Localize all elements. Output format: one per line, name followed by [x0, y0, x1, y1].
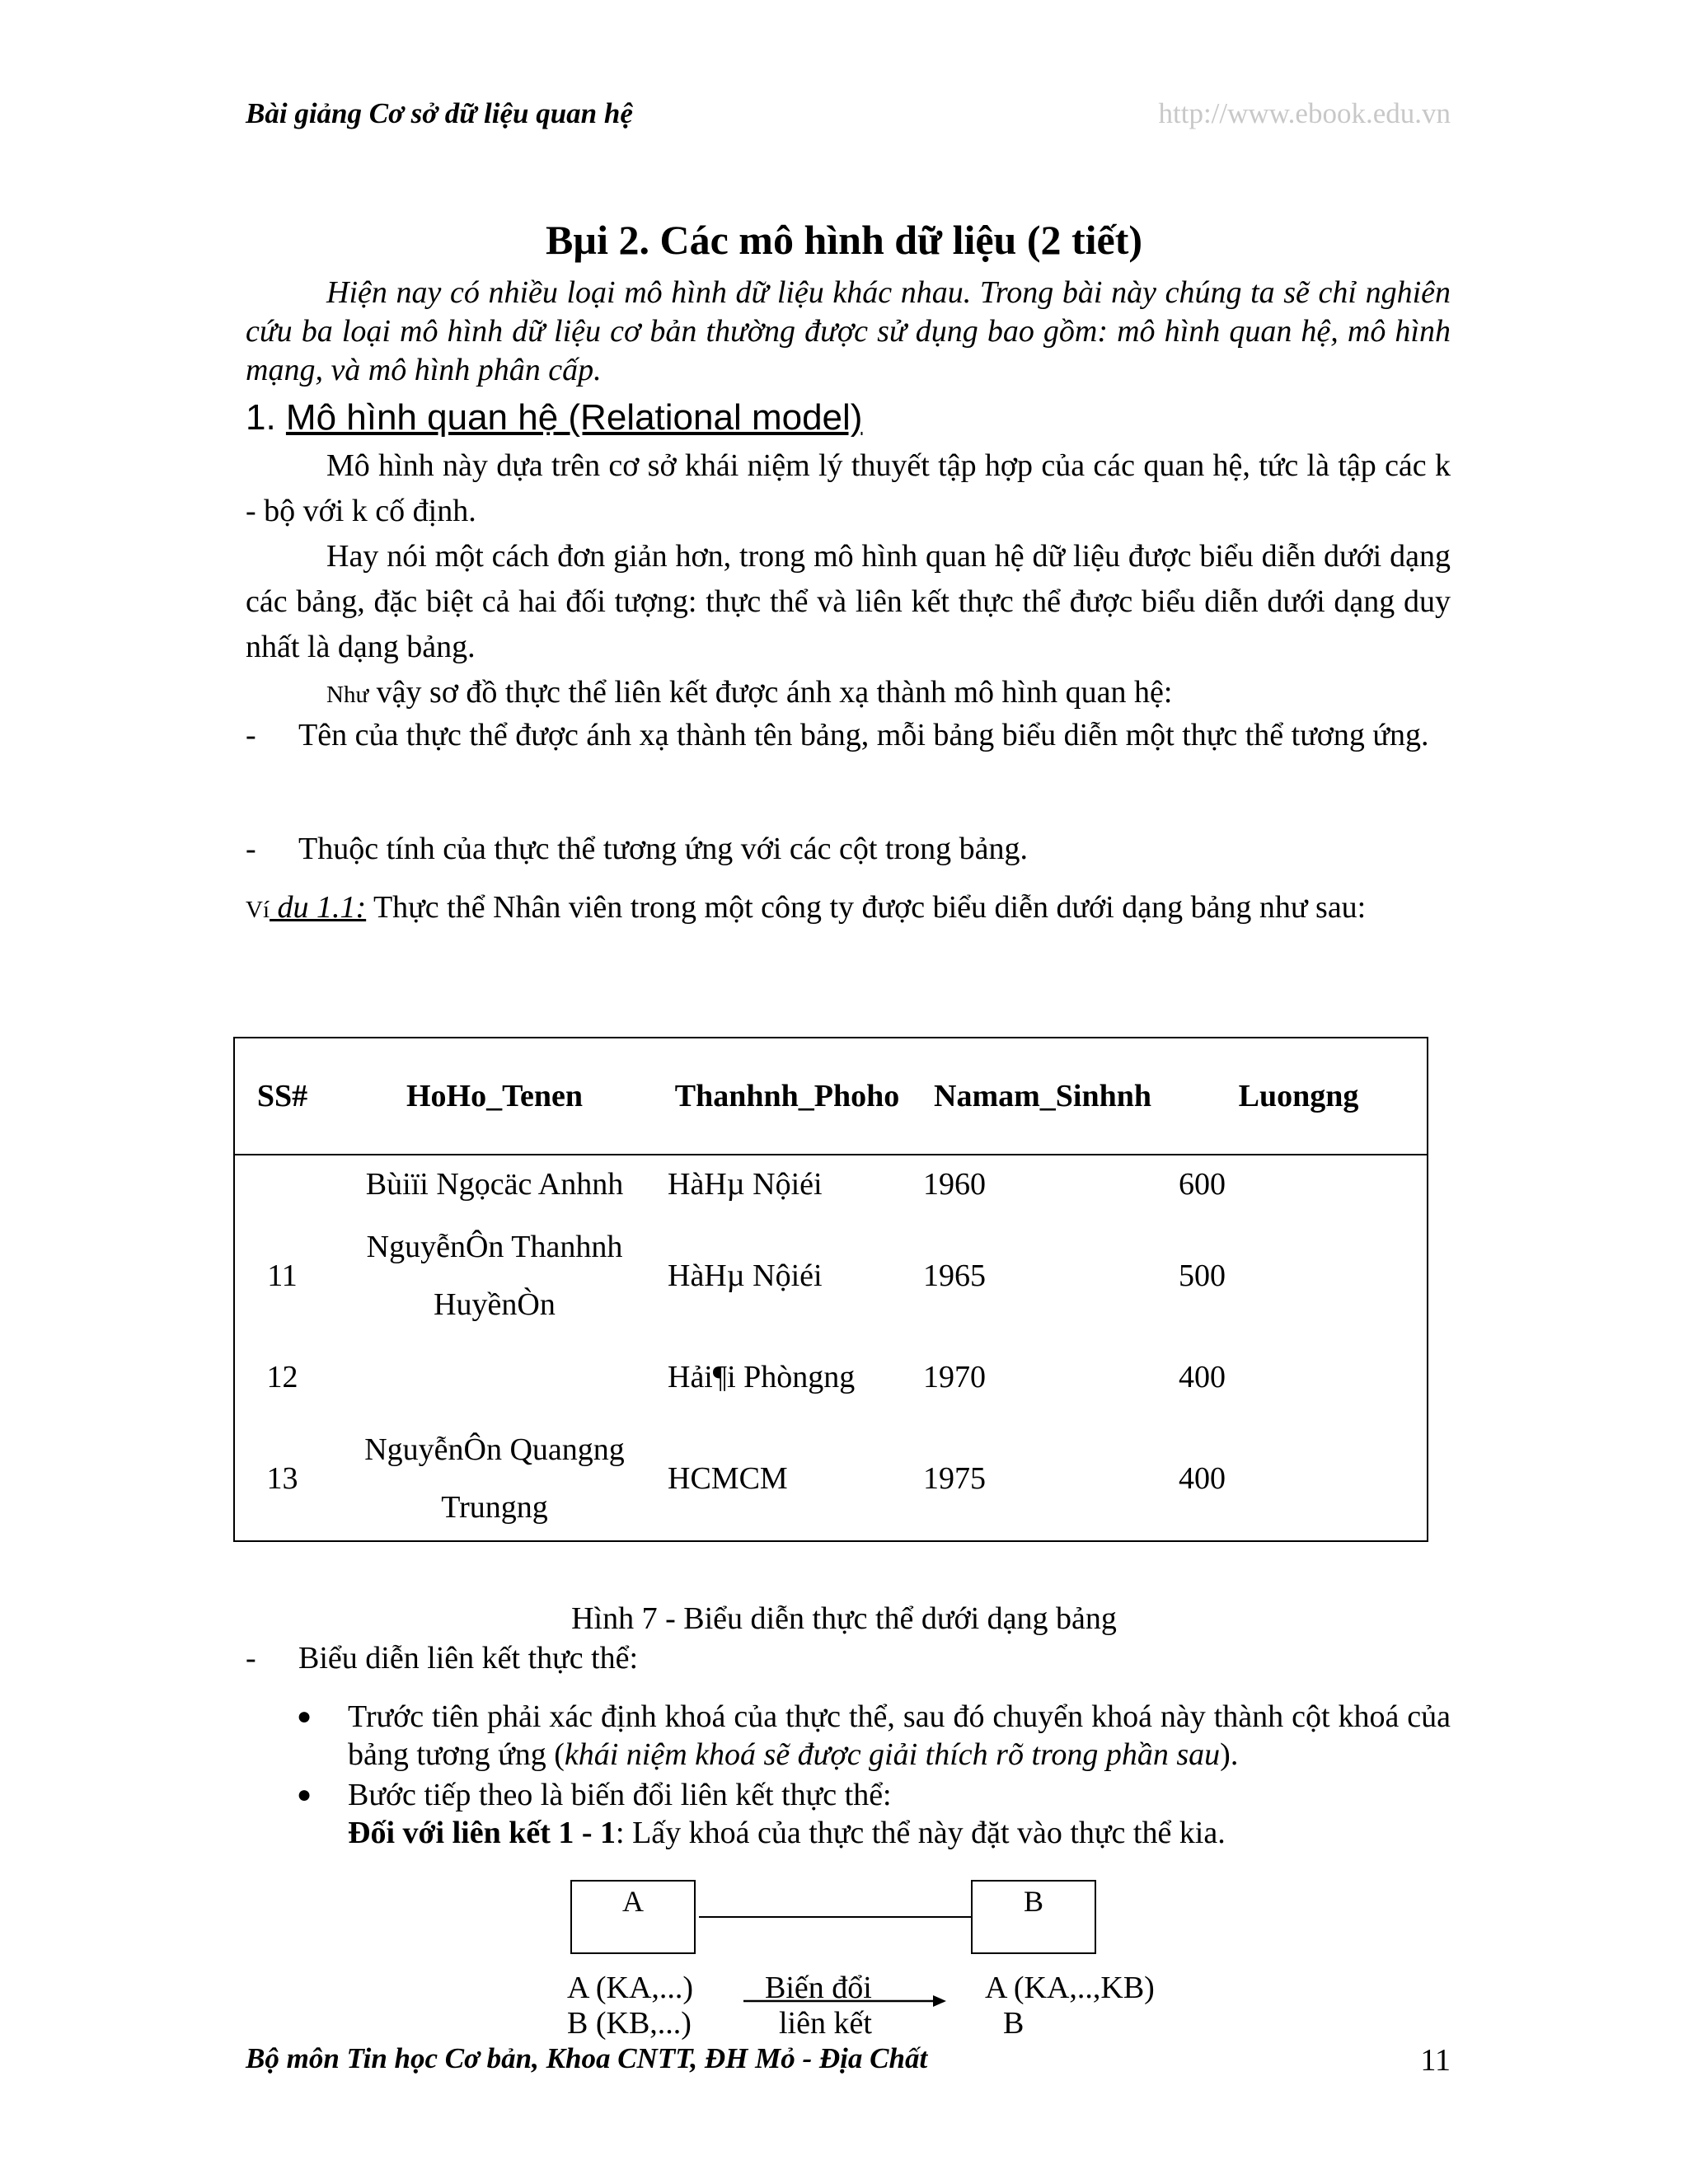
example-prefix: Ví — [246, 897, 270, 923]
dash-item-3: - Biểu diễn liên kết thực thể: — [246, 1641, 639, 1675]
table-cell: 1965 — [923, 1258, 986, 1293]
table-row — [234, 1155, 1428, 1213]
table-cell: HàHµ Nộiéi — [668, 1167, 823, 1202]
table-cell: 1960 — [923, 1167, 986, 1202]
table-cell: 400 — [1179, 1461, 1226, 1497]
diagram-right-b: B — [1003, 2006, 1025, 2041]
page-title: Bµi 2. Các mô hình dữ liệu (2 tiết) — [545, 217, 1143, 263]
intro-text: Hiện nay có nhiều loại mô hình dữ liệu khác nhau. Trong bài này chúng ta sẽ chỉ nghiên cứu ba loại mô hình dữ liệu cơ bản thường được sử dụng bao gồm: mô hình quan hệ, mô hình mạng, và mô hình phân cấp. — [246, 275, 1451, 387]
diagram-arrow-label-bottom: liên kết — [779, 2006, 872, 2041]
table-cell: Hải¶i Phòngng — [668, 1360, 856, 1395]
table-cell: 1970 — [923, 1360, 986, 1395]
example-label: du 1.1: — [270, 890, 367, 925]
section-title: Mô hình quan hệ (Relational model) — [285, 397, 863, 438]
table-cell: 12 — [266, 1360, 298, 1395]
column-header: Namam_Sinhnh — [915, 1038, 1170, 1155]
table-cell — [330, 1338, 659, 1417]
header-url: http://www.ebook.edu.vn — [1158, 97, 1451, 129]
bullet-icon: ● — [297, 1703, 312, 1730]
diagram-right-a: A (KA,..,KB) — [985, 1971, 1155, 2005]
paragraph-3-prefix: Như — [326, 682, 369, 708]
body-paragraphs — [246, 443, 1451, 718]
paragraph-1: Mô hình này dựa trên cơ sở khái niệm lý thuyết tập hợp của các quan hệ, tức là tập các k - bộ với k cố định. — [246, 448, 1451, 528]
bullet-item-2 — [297, 1776, 1451, 1852]
diagram-left-b: B (KB,...) — [567, 2006, 692, 2041]
table-row — [234, 1417, 1428, 1541]
bullet-2-bold: Đối với liên kết 1 - 1 — [348, 1816, 617, 1850]
dash-item-1: - Tên của thực thể được ánh xạ thành tên bảng, mỗi bảng biểu diễn một thực thể tương ứng. — [246, 718, 1429, 752]
column-header: SS# — [234, 1038, 330, 1155]
table-cell: NguyễnÔn Thanhnh HuyềnÒn — [366, 1229, 623, 1322]
bullet-2-rest: : Lấy khoá của thực thể này đặt vào thực thể kia. — [616, 1816, 1226, 1850]
example-line — [246, 889, 1366, 926]
bullet-1-italic: khái niệm khoá sẽ được giải thích rõ trong phần sau — [564, 1737, 1221, 1772]
bullet-item-1 — [297, 1698, 1451, 1774]
page-number: 11 — [1420, 2043, 1451, 2078]
section-number: 1. — [246, 397, 286, 438]
diagram-arrow-label-top: Biến đổi — [765, 1971, 872, 2005]
table-cell: Bùiïi Ngọcäc Anhnh — [365, 1167, 624, 1202]
example-text: Thực thể Nhân viên trong một công ty được biểu diễn dưới dạng bảng như sau: — [366, 890, 1367, 925]
bullet-2-text: Bước tiếp theo là biến đổi liên kết thực thể: — [348, 1778, 892, 1812]
entity-box-a: A — [570, 1880, 696, 1954]
table-cell: 600 — [1179, 1167, 1226, 1202]
entity-box-b: B — [971, 1880, 1096, 1954]
dash-item-3-text: Biểu diễn liên kết thực thể: — [298, 1641, 639, 1675]
bullet-1-text: Trước tiên phải xác định khoá của thực thể, sau đó chuyển khoá này thành cột khoá của bảng tương ứng ( — [348, 1699, 1451, 1772]
footer-department: Bộ môn Tin học Cơ bản, Khoa CNTT, ĐH Mỏ - Địa Chất — [246, 2042, 928, 2074]
column-header: Thanhnh_Phoho — [659, 1038, 915, 1155]
table-cell: 500 — [1179, 1258, 1226, 1293]
paragraph-3-text: vậy sơ đồ thực thể liên kết được ánh xạ thành mô hình quan hệ: — [368, 675, 1173, 710]
section-heading — [246, 397, 862, 438]
table-cell: 400 — [1179, 1360, 1226, 1395]
employee-table — [233, 1037, 1428, 1542]
table-cell: NguyễnÔn Quangng Trungng — [364, 1432, 625, 1526]
table-cell: HCMCM — [668, 1461, 788, 1497]
table-cell — [234, 1155, 330, 1213]
table-header-row — [234, 1038, 1428, 1155]
figure-caption: Hình 7 - Biểu diễn thực thể dưới dạng bảng — [571, 1601, 1117, 1636]
intro-paragraph — [246, 274, 1451, 390]
table-cell: 13 — [266, 1461, 298, 1497]
column-header: HoHo_Tenen — [330, 1038, 659, 1155]
bullet-icon: ● — [297, 1781, 312, 1808]
column-header: Luongng — [1170, 1038, 1428, 1155]
table-row — [234, 1338, 1428, 1417]
header-title: Bài giảng Cơ sở dữ liệu quan hệ — [246, 97, 633, 129]
diagram-left-a: A (KA,...) — [567, 1971, 694, 2005]
table-cell: HàHµ Nộiéi — [668, 1258, 823, 1293]
dash-item-2-text: Thuộc tính của thực thể tương ứng với các cột trong bảng. — [298, 832, 1028, 866]
paragraph-2: Hay nói một cách đơn giản hơn, trong mô hình quan hệ dữ liệu được biểu diễn dưới dạng các bảng, đặc biệt cả hai đối tượng: thực thể và liên kết thực thể được biểu diễn dưới dạng duy nhất là dạng bảng. — [246, 539, 1451, 664]
relationship-line — [699, 1916, 971, 1918]
table-cell: 1975 — [923, 1461, 986, 1497]
dash-item-2: - Thuộc tính của thực thể tương ứng với các cột trong bảng. — [246, 832, 1028, 866]
dash-item-1-text: Tên của thực thể được ánh xạ thành tên bảng, mỗi bảng biểu diễn một thực thể tương ứng. — [298, 718, 1429, 752]
table-cell: 11 — [267, 1258, 298, 1293]
bullet-1-end: ). — [1220, 1737, 1239, 1772]
table-row — [234, 1213, 1428, 1338]
